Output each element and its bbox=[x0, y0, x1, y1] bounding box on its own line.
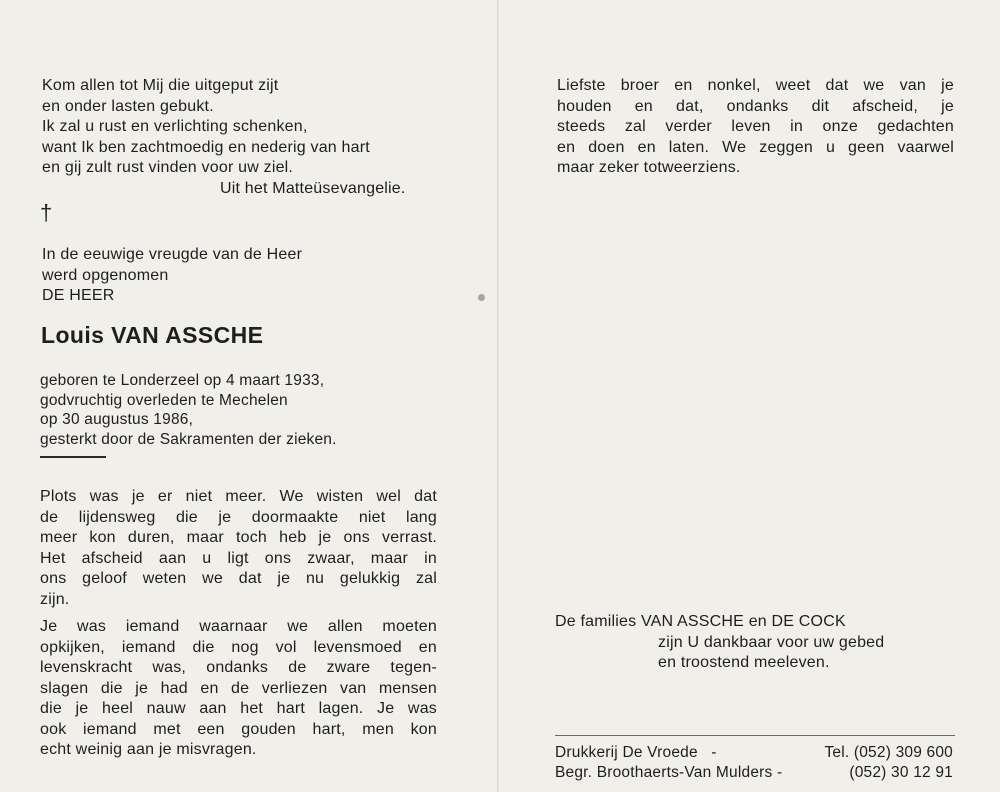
undertaker-row bbox=[555, 763, 953, 783]
family-line: zijn U dankbaar voor uw gebed bbox=[658, 633, 885, 651]
farewell-line: houden en dat, ondanks dit afscheid, je bbox=[557, 97, 954, 115]
dates-line: op 30 augustus 1986, bbox=[40, 411, 194, 428]
paragraph-line: Plots was je er niet meer. We wisten wel dat bbox=[40, 488, 437, 505]
paragraph-line: meer kon duren, maar toch heb je ons verrast. bbox=[40, 529, 437, 546]
paragraph-line: echt weinig aan je misvragen. bbox=[40, 741, 257, 758]
intro-line: DE HEER bbox=[42, 287, 115, 304]
fold-mark bbox=[478, 294, 485, 301]
printer-info bbox=[555, 743, 953, 782]
farewell-message bbox=[557, 76, 954, 179]
section-divider bbox=[40, 456, 106, 458]
verse-line: Kom allen tot Mij die uitgeput zijt bbox=[42, 77, 279, 94]
farewell-line: Liefste broer en nonkel, weet dat we van je bbox=[557, 77, 954, 94]
farewell-line: en doen en laten. We zeggen u geen vaarwel bbox=[557, 138, 954, 156]
family-thanks bbox=[555, 612, 955, 674]
paragraph-line: zijn. bbox=[40, 590, 70, 608]
deceased-name: Louis VAN ASSCHE bbox=[41, 322, 264, 348]
printer-phone: Tel. (052) 309 600 bbox=[824, 744, 953, 761]
printer-row bbox=[555, 743, 953, 763]
paragraph-line: ons geloof weten we dat je nu gelukkig zal bbox=[40, 570, 437, 587]
dates-line: geboren te Londerzeel op 4 maart 1933, bbox=[40, 372, 325, 389]
card-fold bbox=[497, 0, 499, 792]
paragraph-line: levenskracht was, ondanks de zware tegen- bbox=[40, 659, 437, 676]
printer-name: Drukkerij De Vroede - bbox=[555, 744, 717, 761]
undertaker-name: Begr. Broothaerts-Van Mulders - bbox=[555, 763, 783, 781]
intro-line: werd opgenomen bbox=[42, 266, 169, 284]
undertaker-phone: (052) 30 12 91 bbox=[849, 763, 953, 781]
intro-text bbox=[42, 245, 442, 307]
tribute-paragraph-2 bbox=[40, 617, 437, 761]
paragraph-line: Het afscheid aan u ligt ons zwaar, maar in bbox=[40, 549, 437, 567]
paragraph-line: Je was iemand waarnaar we allen moeten bbox=[40, 618, 437, 635]
verse-line: want Ik ben zachtmoedig en nederig van hart bbox=[42, 138, 370, 156]
cross-icon: † bbox=[40, 200, 53, 225]
dates-line: gesterkt door de Sakramenten der zieken. bbox=[40, 430, 337, 448]
intro-line: In de eeuwige vreugde van de Heer bbox=[42, 246, 303, 263]
verse-line: en gij zult rust vinden voor uw ziel. bbox=[42, 159, 294, 176]
life-dates bbox=[40, 371, 440, 449]
paragraph-line: die je heel nauw aan het hart lagen. Je was bbox=[40, 700, 437, 717]
dates-line: godvruchtig overleden te Mechelen bbox=[40, 391, 288, 409]
footer-divider bbox=[555, 735, 955, 736]
bible-verse bbox=[42, 76, 442, 199]
verse-source: Uit het Matteüsevangelie. bbox=[220, 179, 406, 197]
paragraph-line: de lijdensweg die je doormaakte niet lang bbox=[40, 508, 437, 526]
paragraph-line: ook iemand met een gouden hart, men kon bbox=[40, 720, 437, 738]
paragraph-line: opkijken, iemand die nog vol levensmoed en bbox=[40, 638, 437, 656]
verse-line: en onder lasten gebukt. bbox=[42, 97, 214, 115]
tribute-paragraph-1 bbox=[40, 487, 437, 610]
family-line: De families VAN ASSCHE en DE COCK bbox=[555, 613, 846, 630]
paragraph-line: slagen die je had en de verliezen van mensen bbox=[40, 679, 437, 697]
family-line: en troostend meeleven. bbox=[658, 654, 830, 671]
farewell-line: maar zeker totweerziens. bbox=[557, 159, 741, 176]
farewell-line: steeds zal verder leven in onze gedachten bbox=[557, 118, 954, 135]
verse-line: Ik zal u rust en verlichting schenken, bbox=[42, 118, 308, 135]
